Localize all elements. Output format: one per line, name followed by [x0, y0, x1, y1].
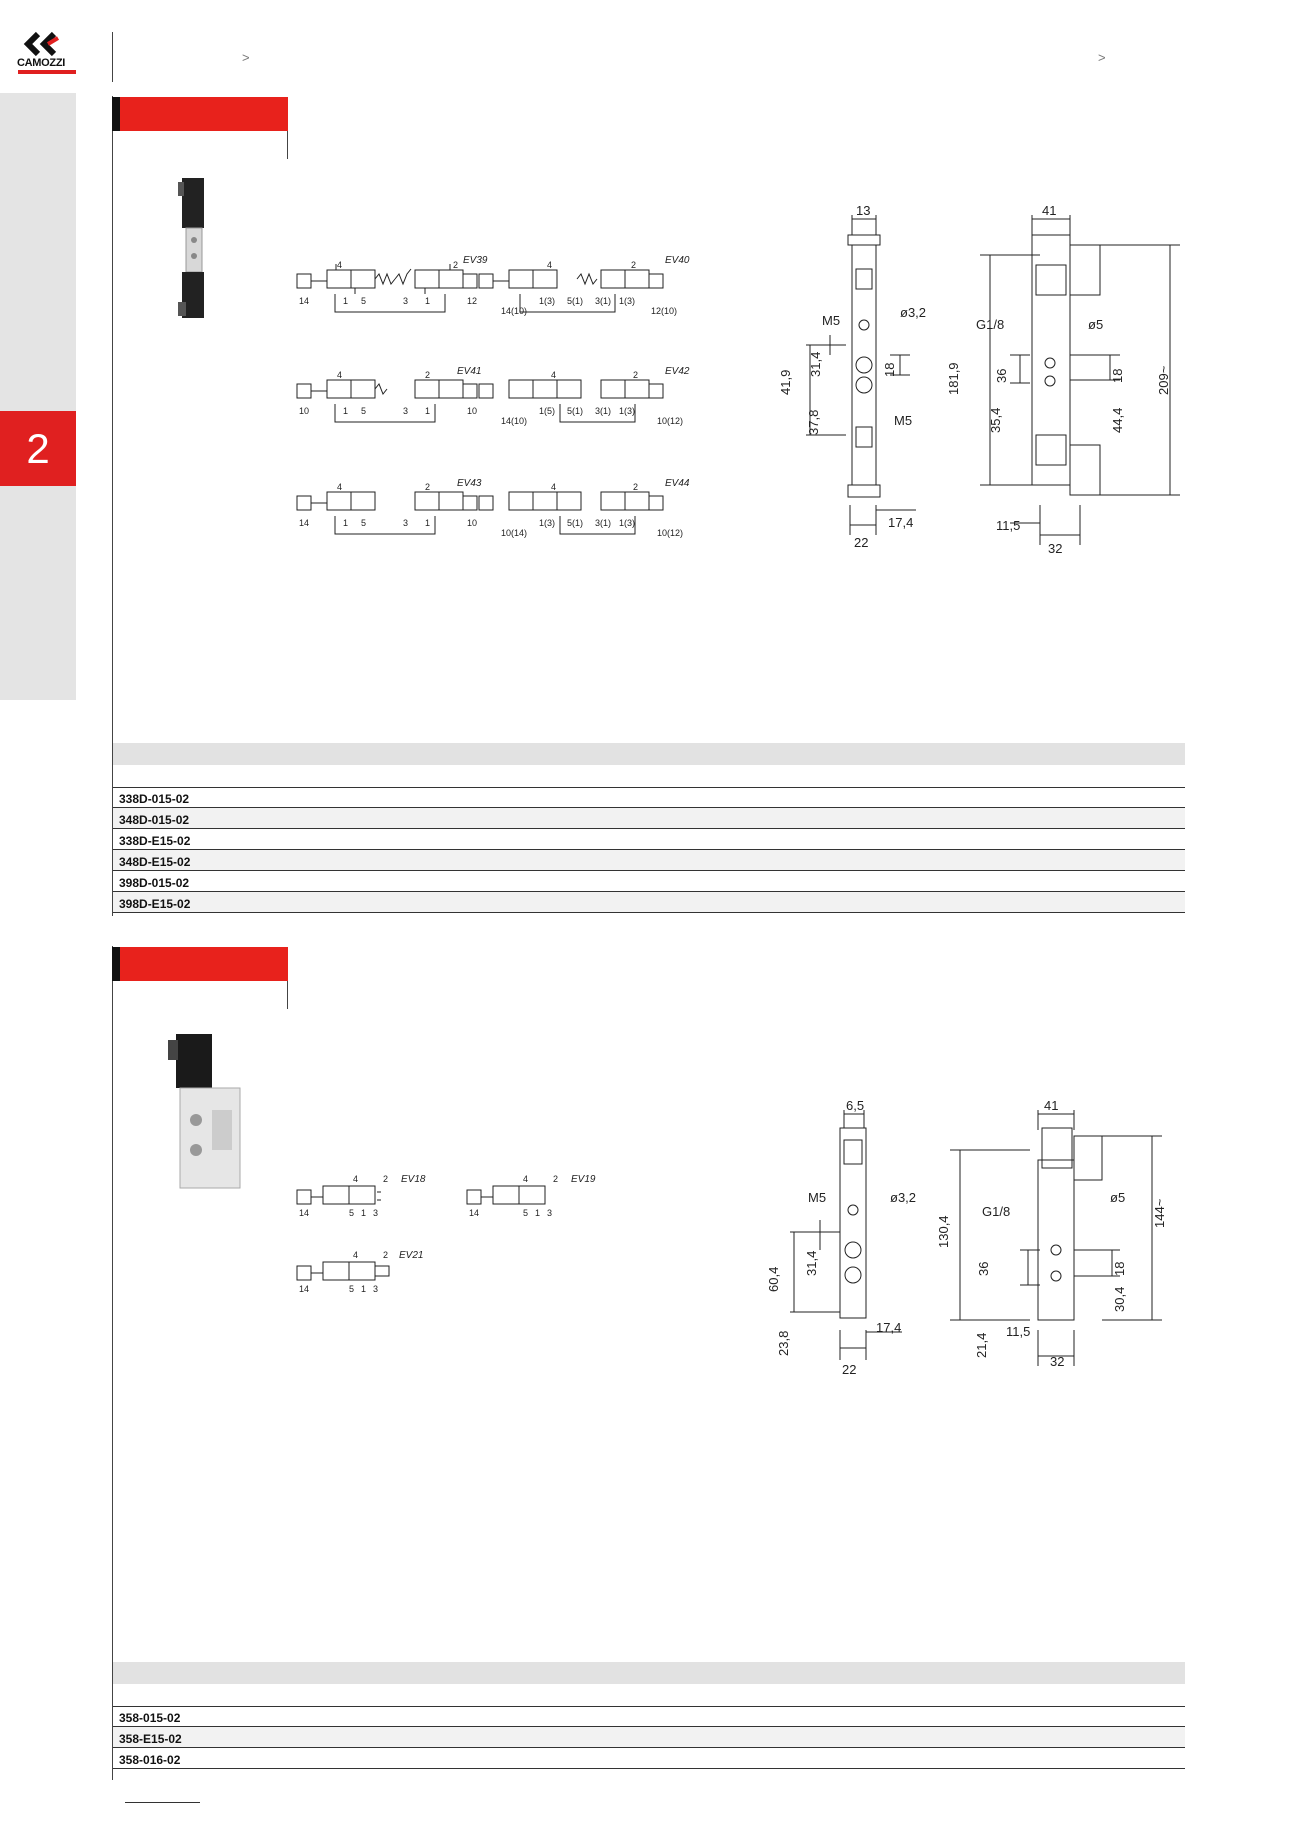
svg-text:22: 22 — [842, 1362, 857, 1377]
svg-text:41: 41 — [1042, 205, 1057, 218]
svg-text:1: 1 — [535, 1208, 541, 1218]
svg-text:3: 3 — [403, 406, 409, 416]
svg-text:10(14): 10(14) — [501, 528, 528, 538]
svg-text:M5: M5 — [894, 413, 913, 428]
svg-text:5: 5 — [361, 406, 367, 416]
svg-text:10: 10 — [467, 406, 478, 416]
svg-text:2: 2 — [383, 1250, 389, 1260]
svg-text:31,4: 31,4 — [804, 1250, 819, 1276]
table-row: 348D-015-02 — [113, 808, 1185, 829]
svg-text:4: 4 — [353, 1250, 359, 1260]
svg-text:5: 5 — [349, 1284, 355, 1294]
svg-text:3: 3 — [373, 1208, 379, 1218]
svg-text:23,8: 23,8 — [776, 1330, 791, 1356]
svg-text:3: 3 — [547, 1208, 553, 1218]
svg-text:3(1): 3(1) — [595, 518, 612, 528]
pneumatic-symbols-grid-2 — [295, 1170, 615, 1300]
svg-text:60,4: 60,4 — [766, 1266, 781, 1292]
table2-header — [113, 1662, 1185, 1684]
svg-text:1: 1 — [425, 518, 431, 528]
svg-text:2: 2 — [633, 482, 639, 492]
svg-text:3: 3 — [403, 296, 409, 306]
svg-text:2: 2 — [383, 1174, 389, 1184]
svg-text:11,5: 11,5 — [1006, 1324, 1031, 1339]
svg-text:11,5: 11,5 — [996, 518, 1021, 533]
svg-text:41,9: 41,9 — [778, 369, 793, 395]
svg-text:5(1): 5(1) — [567, 518, 584, 528]
svg-text:35,4: 35,4 — [988, 407, 1003, 433]
svg-text:32: 32 — [1048, 541, 1063, 556]
svg-text:30,4: 30,4 — [1112, 1286, 1127, 1312]
section2-title-bar-divider — [287, 981, 288, 1009]
section2-title-bar — [112, 947, 288, 981]
svg-text:5: 5 — [349, 1208, 355, 1218]
svg-text:181,9: 181,9 — [946, 362, 961, 395]
svg-text:ø3,2: ø3,2 — [890, 1190, 917, 1205]
breadcrumb-separator-2: > — [1098, 50, 1106, 65]
svg-text:10: 10 — [299, 406, 310, 416]
svg-text:1: 1 — [425, 296, 431, 306]
svg-text:31,4: 31,4 — [808, 351, 823, 377]
svg-text:5: 5 — [361, 296, 367, 306]
svg-text:5(1): 5(1) — [567, 296, 584, 306]
svg-text:1(3): 1(3) — [539, 518, 556, 528]
svg-text:M5: M5 — [808, 1190, 827, 1205]
svg-text:3: 3 — [403, 518, 409, 528]
table-row: 348D-E15-02 — [113, 850, 1185, 871]
svg-text:36: 36 — [976, 1261, 991, 1276]
svg-text:G1/8: G1/8 — [976, 317, 1005, 332]
svg-text:12: 12 — [467, 296, 478, 306]
svg-text:14(10): 14(10) — [501, 306, 528, 316]
dimension-drawing-1 — [760, 205, 1200, 565]
svg-text:41: 41 — [1044, 1100, 1059, 1113]
svg-text:4: 4 — [353, 1174, 359, 1184]
chapter-side-tab — [0, 93, 76, 700]
svg-text:18: 18 — [1112, 1261, 1127, 1276]
svg-text:M5: M5 — [822, 313, 841, 328]
svg-text:5: 5 — [361, 518, 367, 528]
svg-text:14: 14 — [299, 1208, 310, 1218]
breadcrumb-separator-1: > — [242, 50, 250, 65]
svg-text:1(3): 1(3) — [619, 406, 636, 416]
symbol-code: EV42 — [665, 366, 690, 377]
svg-text:10(12): 10(12) — [657, 528, 684, 538]
table2-subheader — [113, 1684, 1185, 1707]
symbol-code: EV40 — [665, 255, 690, 266]
svg-text:17,4: 17,4 — [888, 515, 914, 530]
svg-text:2: 2 — [631, 260, 637, 270]
svg-text:14(10): 14(10) — [501, 416, 528, 426]
table-row: 338D-E15-02 — [113, 829, 1185, 850]
header-divider — [112, 32, 113, 82]
table-row: 358-015-02 — [113, 1706, 1185, 1727]
svg-text:2: 2 — [425, 370, 431, 380]
svg-text:3(1): 3(1) — [595, 296, 612, 306]
svg-text:1(3): 1(3) — [619, 296, 636, 306]
svg-text:1(3): 1(3) — [539, 296, 556, 306]
table-row: 338D-015-02 — [113, 787, 1185, 808]
table-row: 398D-E15-02 — [113, 892, 1185, 913]
logo-text: CAMOZZI — [17, 57, 66, 69]
svg-text:18: 18 — [882, 362, 897, 377]
svg-text:18: 18 — [1110, 368, 1125, 383]
chapter-number[interactable]: 2 — [0, 411, 76, 486]
svg-text:14: 14 — [299, 296, 310, 306]
table2-body — [113, 1706, 1185, 1769]
svg-text:209~: 209~ — [1156, 365, 1171, 395]
svg-text:37,8: 37,8 — [806, 409, 821, 435]
logo-underline — [18, 70, 76, 74]
svg-text:2: 2 — [453, 260, 459, 270]
svg-text:14: 14 — [469, 1208, 480, 1218]
table-row: 358-E15-02 — [113, 1727, 1185, 1748]
symbol-code: EV18 — [401, 1174, 426, 1185]
valve-product-photo — [168, 172, 218, 328]
svg-text:4: 4 — [547, 260, 553, 270]
section2-left-rule — [112, 946, 113, 1780]
svg-text:13: 13 — [856, 205, 871, 218]
valve-product-photo — [160, 1030, 250, 1200]
table1-header — [113, 743, 1185, 765]
svg-text:144~: 144~ — [1152, 1198, 1167, 1228]
section1-title-bar-divider — [287, 131, 288, 159]
svg-text:1: 1 — [361, 1208, 367, 1218]
svg-text:1: 1 — [343, 518, 349, 528]
svg-text:10: 10 — [467, 518, 478, 528]
svg-text:21,4: 21,4 — [974, 1332, 989, 1358]
svg-text:2: 2 — [553, 1174, 559, 1184]
svg-text:1: 1 — [361, 1284, 367, 1294]
svg-text:6,5: 6,5 — [846, 1100, 865, 1113]
svg-text:ø5: ø5 — [1088, 317, 1104, 332]
symbol-code: EV19 — [571, 1174, 596, 1185]
svg-text:ø5: ø5 — [1110, 1190, 1126, 1205]
svg-text:14: 14 — [299, 1284, 310, 1294]
svg-text:2: 2 — [633, 370, 639, 380]
svg-text:17,4: 17,4 — [876, 1320, 902, 1335]
svg-text:3(1): 3(1) — [595, 406, 612, 416]
symbol-code: EV39 — [463, 255, 488, 266]
svg-text:130,4: 130,4 — [936, 1215, 951, 1248]
svg-text:5(1): 5(1) — [567, 406, 584, 416]
svg-text:12(10): 12(10) — [651, 306, 678, 316]
svg-text:44,4: 44,4 — [1110, 407, 1125, 433]
table1-subheader — [113, 765, 1185, 788]
svg-text:1(3): 1(3) — [619, 518, 636, 528]
svg-text:4: 4 — [337, 370, 343, 380]
svg-text:1: 1 — [343, 296, 349, 306]
table1-body — [113, 787, 1185, 913]
svg-text:5: 5 — [523, 1208, 529, 1218]
svg-text:ø3,2: ø3,2 — [900, 305, 927, 320]
symbol-code: EV21 — [399, 1250, 424, 1261]
table-row: 358-016-02 — [113, 1748, 1185, 1769]
svg-text:3: 3 — [373, 1284, 379, 1294]
svg-text:22: 22 — [854, 535, 869, 550]
svg-text:14: 14 — [299, 518, 310, 528]
pneumatic-symbols-grid-1 — [295, 250, 695, 550]
svg-text:4: 4 — [551, 482, 557, 492]
svg-text:10(12): 10(12) — [657, 416, 684, 426]
symbol-code: EV41 — [457, 366, 482, 377]
svg-text:36: 36 — [994, 368, 1009, 383]
symbol-code: EV43 — [457, 478, 482, 489]
svg-text:4: 4 — [337, 482, 343, 492]
footer-line — [125, 1802, 200, 1803]
svg-text:4: 4 — [551, 370, 557, 380]
svg-text:1(5): 1(5) — [539, 406, 556, 416]
dimension-drawing-2 — [760, 1100, 1200, 1380]
svg-text:G1/8: G1/8 — [982, 1204, 1011, 1219]
svg-text:4: 4 — [523, 1174, 529, 1184]
svg-text:1: 1 — [425, 406, 431, 416]
svg-text:32: 32 — [1050, 1354, 1065, 1369]
section1-title-bar — [112, 97, 288, 131]
svg-text:4: 4 — [337, 260, 343, 270]
table-row: 398D-015-02 — [113, 871, 1185, 892]
svg-text:1: 1 — [343, 406, 349, 416]
svg-text:2: 2 — [425, 482, 431, 492]
symbol-code: EV44 — [665, 478, 690, 489]
